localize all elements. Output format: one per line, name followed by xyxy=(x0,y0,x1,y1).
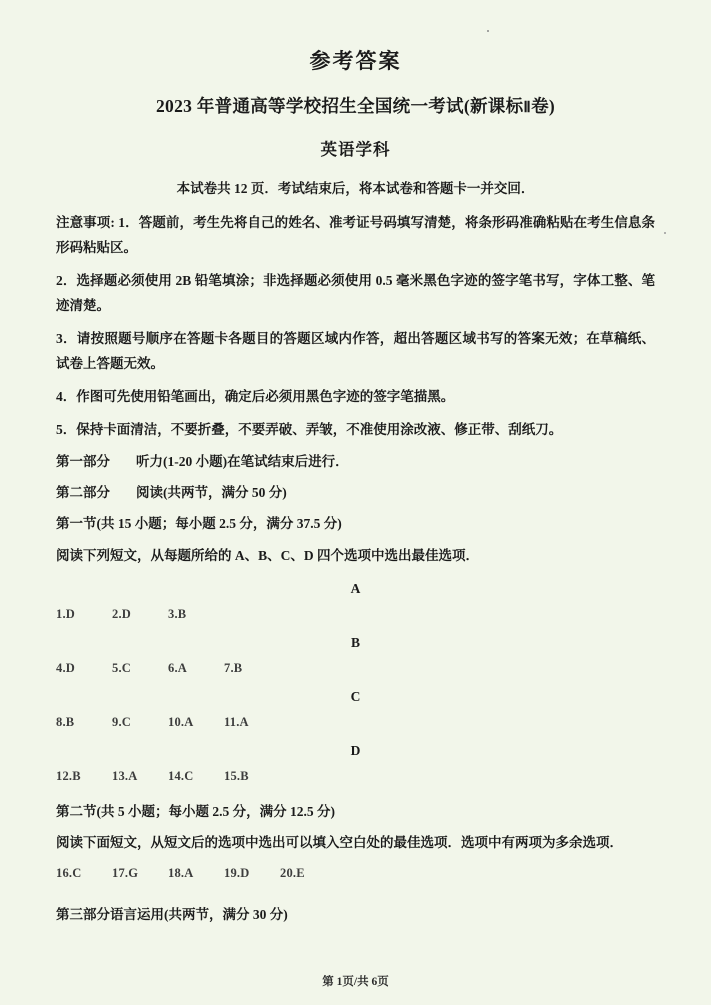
paper-notice: 本试卷共 12 页．考试结束后，将本试卷和答题卡一并交回． xyxy=(176,181,535,197)
answer-item: 2.D xyxy=(112,607,132,622)
part-two-label: 第二部分 xyxy=(56,485,110,501)
answer-item: 20.E xyxy=(280,865,305,880)
group-letter-c: C xyxy=(350,689,361,705)
group-letter-a: A xyxy=(350,581,361,597)
section-one-title: 第一节(共 15 小题；每小题 2.5 分，满分 37.5 分) xyxy=(56,516,342,532)
exam-title xyxy=(56,95,655,119)
answer-row-section-two xyxy=(56,866,655,881)
section-two-direction: 阅读下面短文，从短文后的选项中选出可以填入空白处的最佳选项．选项中有两项为多余选项． xyxy=(56,835,623,851)
answer-item: 5.C xyxy=(112,661,132,676)
page-title: 参考答案 xyxy=(309,49,402,73)
answer-item: 10.A xyxy=(168,715,194,730)
answer-item: 12.B xyxy=(56,769,81,784)
instruction-1: 注意事项: 1．答题前，考生先将自己的姓名、准考证号码填写清楚，将条形码准确粘贴在考生信息条形码粘贴区。 xyxy=(56,215,655,256)
answer-item: 19.D xyxy=(224,865,250,880)
section-one-direction: 阅读下列短文，从每题所给的 A、B、C、D 四个选项中选出最佳选项． xyxy=(56,547,480,563)
answer-item: 1.D xyxy=(56,607,76,622)
answer-item: 14.C xyxy=(168,769,194,784)
answer-item: 18.A xyxy=(168,865,194,880)
group-letter-b: B xyxy=(350,635,360,651)
answer-item: 13.A xyxy=(112,769,138,784)
subject-title: 英语学科 xyxy=(320,139,391,159)
part-one-label: 第一部分 xyxy=(56,453,110,469)
instruction-4: 4．作图可先使用铅笔画出，确定后必须用黑色字迹的签字笔描黑。 xyxy=(56,388,455,404)
answer-item: 15.B xyxy=(224,769,249,784)
answer-item: 9.C xyxy=(112,715,132,730)
section-two-title: 第二节(共 5 小题；每小题 2.5 分，满分 12.5 分) xyxy=(56,804,335,820)
page-footer: 第 1页/共 6页 xyxy=(322,976,389,988)
answer-item: 3.B xyxy=(168,607,187,622)
part-three-line: 第三部分语言运用(共两节，满分 30 分) xyxy=(56,906,288,922)
answer-row-d xyxy=(56,769,655,784)
exam-title-roman: Ⅱ xyxy=(523,100,532,117)
answer-item: 17.G xyxy=(112,865,139,880)
page-speck-right xyxy=(664,232,666,234)
part-two-text: 阅读(共两节，满分 50 分) xyxy=(136,485,287,501)
answer-row-b xyxy=(56,661,655,676)
answer-item: 16.C xyxy=(56,865,82,880)
part-two-line xyxy=(56,481,655,505)
answer-item: 11.A xyxy=(224,715,249,730)
instruction-2: 2．选择题必须使用 2B 铅笔填涂；非选择题必须使用 0.5 毫米黑色字迹的签字笔书写，字体工整、笔迹清楚。 xyxy=(56,273,655,314)
exam-title-prefix: 2023 年普通高等学校招生全国统一考试(新课标 xyxy=(155,96,524,117)
part-one-text: 听力(1-20 小题)在笔试结束后进行． xyxy=(136,453,349,469)
instruction-5: 5．保持卡面清洁，不要折叠，不要弄破、弄皱，不准使用涂改液、修正带、刮纸刀。 xyxy=(56,421,563,437)
answer-row-a xyxy=(56,607,655,622)
answer-item: 4.D xyxy=(56,661,76,676)
group-letter-d: D xyxy=(350,743,361,759)
answer-item: 7.B xyxy=(224,661,243,676)
part-one-line xyxy=(56,450,655,474)
instruction-3: 3．请按照题号顺序在答题卡各题目的答题区域内作答，超出答题区域书写的答案无效；在草稿纸、试卷上答题无效。 xyxy=(56,331,655,371)
answer-item: 8.B xyxy=(56,715,75,730)
page-speck-top-right xyxy=(487,30,489,32)
answer-item: 6.A xyxy=(168,661,188,676)
answer-row-c xyxy=(56,715,655,730)
exam-title-suffix: 卷) xyxy=(531,96,556,117)
